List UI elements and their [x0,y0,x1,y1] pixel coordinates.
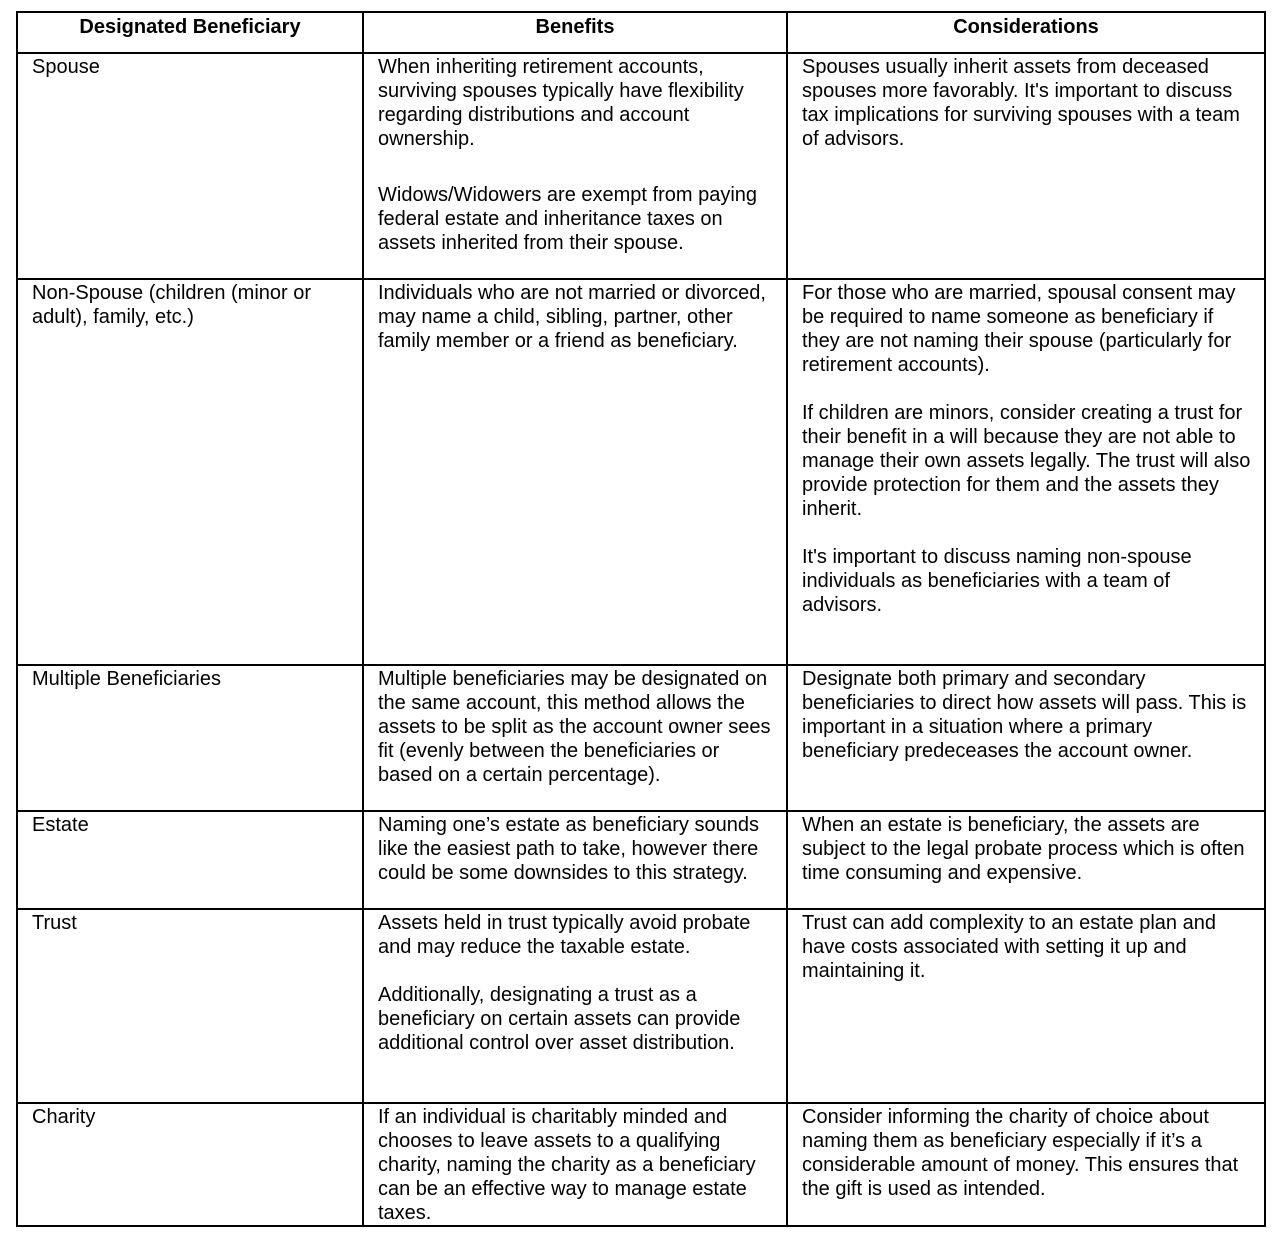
benefits-cell [363,279,787,665]
considerations-cell [787,1103,1265,1226]
beneficiary-cell: Spouse [17,53,363,279]
benefits-paragraph: If an individual is charitably minded and chooses to leave assets to a qualifying charity, naming the charity as a beneficiary can be an effective way to manage estate taxes. [378,1106,756,1224]
benefits-cell [363,1103,787,1226]
header-row [17,12,1265,53]
benefits-paragraph: Additionally, designating a trust as a beneficiary on certain assets can provide additional control over asset distribution. [378,984,741,1054]
beneficiary-cell: Non-Spouse (children (minor or adult), family, etc.) [17,279,363,665]
considerations-paragraph: Trust can add complexity to an estate plan and have costs associated with setting it up and maintaining it. [802,912,1216,982]
considerations-paragraph: Consider informing the charity of choice about naming them as beneficiary especially if it’s a considerable amount of money. This ensures that the gift is used as intended. [802,1106,1239,1200]
benefits-cell [363,811,787,909]
considerations-paragraph: When an estate is beneficiary, the assets are subject to the legal probate process which is often time consuming and expensive. [802,814,1245,884]
considerations-cell [787,279,1265,665]
table-row [17,909,1265,1103]
table-row [17,811,1265,909]
beneficiary-cell: Estate [17,811,363,909]
benefits-paragraph: Multiple beneficiaries may be designated on the same account, this method allows the assets to be split as the account owner sees fit (evenly between the beneficiaries or based on a certain percentage). [378,668,771,786]
benefits-cell [363,53,787,279]
considerations-cell [787,811,1265,909]
beneficiary-cell: Trust [17,909,363,1103]
table-row [17,279,1265,665]
considerations-paragraph: If children are minors, consider creating a trust for their benefit in a will because they are not able to manage their own assets legally. The trust will also provide protection for them and the assets they inherit. [802,402,1251,520]
benefits-cell [363,665,787,811]
considerations-paragraph: It's important to discuss naming non-spouse individuals as beneficiaries with a team of advisors. [802,546,1192,616]
header-designated-beneficiary: Designated Beneficiary [17,12,363,53]
benefits-cell [363,909,787,1103]
considerations-paragraph: For those who are married, spousal consent may be required to name someone as beneficiary if they are not naming their spouse (particularly for retirement accounts). [802,282,1236,376]
considerations-paragraph: Spouses usually inherit assets from deceased spouses more favorably. It's important to discuss tax implications for surviving spouses with a team of advisors. [802,56,1240,150]
header-considerations: Considerations [787,12,1265,53]
considerations-cell [787,53,1265,279]
beneficiary-cell: Charity [17,1103,363,1226]
beneficiary-table [16,11,1266,1227]
benefits-paragraph: Widows/Widowers are exempt from paying federal estate and inheritance taxes on assets inherited from their spouse. [378,184,758,254]
table-row [17,665,1265,811]
benefits-paragraph: When inheriting retirement accounts, surviving spouses typically have flexibility regarding distributions and account ownership. [378,56,744,150]
considerations-paragraph: Designate both primary and secondary beneficiaries to direct how assets will pass. This is important in a situation where a primary beneficiary predeceases the account owner. [802,668,1247,762]
table-row [17,1103,1265,1226]
beneficiary-cell: Multiple Beneficiaries [17,665,363,811]
benefits-paragraph: Naming one’s estate as beneficiary sounds like the easiest path to take, however there could be some downsides to this strategy. [378,814,759,884]
header-benefits: Benefits [363,12,787,53]
considerations-cell [787,665,1265,811]
considerations-cell [787,909,1265,1103]
table-row [17,53,1265,279]
benefits-paragraph: Assets held in trust typically avoid probate and may reduce the taxable estate. [378,912,751,958]
benefits-paragraph: Individuals who are not married or divorced, may name a child, sibling, partner, other family member or a friend as beneficiary. [378,282,766,352]
